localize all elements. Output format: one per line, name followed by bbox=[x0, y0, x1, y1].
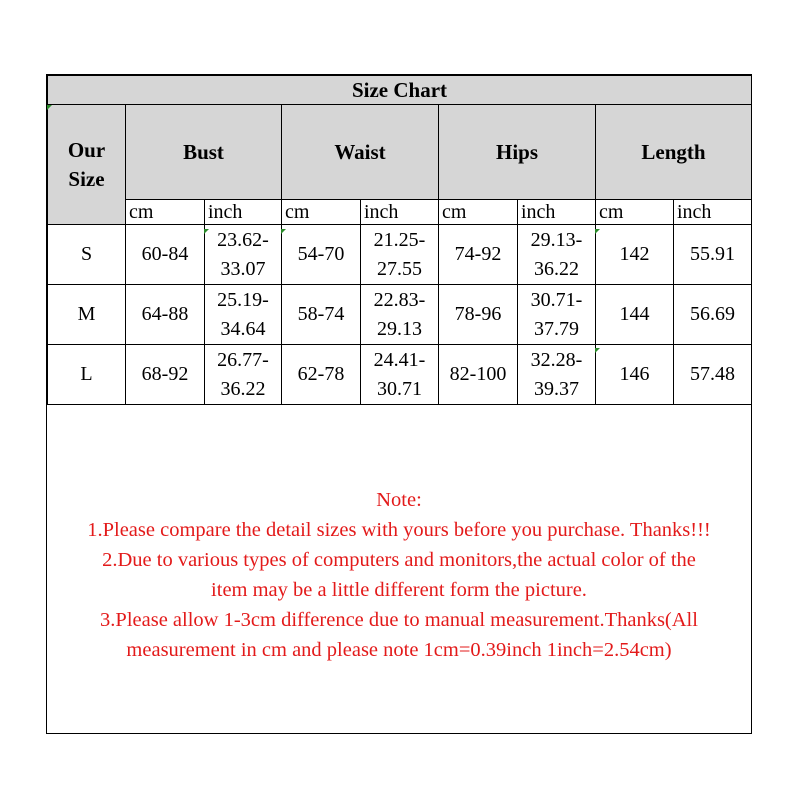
unit-waist-inch: inch bbox=[361, 200, 439, 225]
corner-mark-icon bbox=[281, 229, 286, 234]
length-inch-cell: 57.48 bbox=[674, 345, 752, 405]
bust-cm-cell: 64-88 bbox=[126, 285, 205, 345]
corner-mark-icon bbox=[47, 105, 52, 110]
hips-cm-cell: 78-96 bbox=[439, 285, 518, 345]
unit-bust-inch: inch bbox=[205, 200, 282, 225]
corner-mark-icon bbox=[595, 348, 600, 353]
note-line-2: 2.Due to various types of computers and monitors,the actual color of the item may be a little different form the picture. bbox=[102, 549, 696, 601]
header-waist: Waist bbox=[282, 105, 439, 200]
hips-inch-cell: 30.71- 37.79 bbox=[518, 285, 596, 345]
hips-inch-cell: 29.13- 36.22 bbox=[518, 225, 596, 285]
header-hips: Hips bbox=[439, 105, 596, 200]
size-cell: S bbox=[48, 225, 126, 285]
notes-section bbox=[47, 485, 751, 665]
size-table bbox=[47, 75, 752, 405]
size-cell: L bbox=[48, 345, 126, 405]
unit-hips-cm: cm bbox=[439, 200, 518, 225]
length-cm-cell: 146 bbox=[596, 345, 674, 405]
unit-hips-inch: inch bbox=[518, 200, 596, 225]
unit-waist-cm: cm bbox=[282, 200, 361, 225]
bust-cm-cell: 68-92 bbox=[126, 345, 205, 405]
hips-inch-cell: 32.28- 39.37 bbox=[518, 345, 596, 405]
waist-inch-cell: 24.41- 30.71 bbox=[361, 345, 439, 405]
bust-inch-cell: 25.19- 34.64 bbox=[205, 285, 282, 345]
header-length: Length bbox=[596, 105, 752, 200]
hips-cm-cell: 82-100 bbox=[439, 345, 518, 405]
unit-length-inch: inch bbox=[674, 200, 752, 225]
waist-inch-cell: 21.25- 27.55 bbox=[361, 225, 439, 285]
length-cm-cell: 142 bbox=[596, 225, 674, 285]
chart-title: Size Chart bbox=[48, 76, 752, 105]
waist-inch-cell: 22.83- 29.13 bbox=[361, 285, 439, 345]
unit-bust-cm: cm bbox=[126, 200, 205, 225]
hips-cm-cell: 74-92 bbox=[439, 225, 518, 285]
size-chart bbox=[46, 74, 752, 734]
note-heading: Note: bbox=[376, 489, 422, 511]
note-line-1: 1.Please compare the detail sizes with yours before you purchase. Thanks!!! bbox=[87, 519, 711, 541]
unit-row bbox=[48, 200, 752, 225]
bust-cm-cell: 60-84 bbox=[126, 225, 205, 285]
corner-mark-icon bbox=[595, 229, 600, 234]
table-row bbox=[48, 225, 752, 285]
table-row bbox=[48, 345, 752, 405]
note-line-3: 3.Please allow 1-3cm difference due to manual measurement.Thanks(All measurement in cm and please note 1cm=0.39inch 1inch=2.54cm) bbox=[100, 609, 698, 661]
length-inch-cell: 56.69 bbox=[674, 285, 752, 345]
bust-inch-cell: 26.77- 36.22 bbox=[205, 345, 282, 405]
title-row bbox=[48, 76, 752, 105]
bust-inch-cell: 23.62- 33.07 bbox=[205, 225, 282, 285]
corner-mark-icon bbox=[204, 229, 209, 234]
header-our-size: Our Size bbox=[48, 105, 126, 225]
length-inch-cell: 55.91 bbox=[674, 225, 752, 285]
size-cell: M bbox=[48, 285, 126, 345]
length-cm-cell: 144 bbox=[596, 285, 674, 345]
unit-length-cm: cm bbox=[596, 200, 674, 225]
waist-cm-cell: 54-70 bbox=[282, 225, 361, 285]
waist-cm-cell: 62-78 bbox=[282, 345, 361, 405]
header-bust: Bust bbox=[126, 105, 282, 200]
waist-cm-cell: 58-74 bbox=[282, 285, 361, 345]
table-row bbox=[48, 285, 752, 345]
header-row bbox=[48, 105, 752, 200]
